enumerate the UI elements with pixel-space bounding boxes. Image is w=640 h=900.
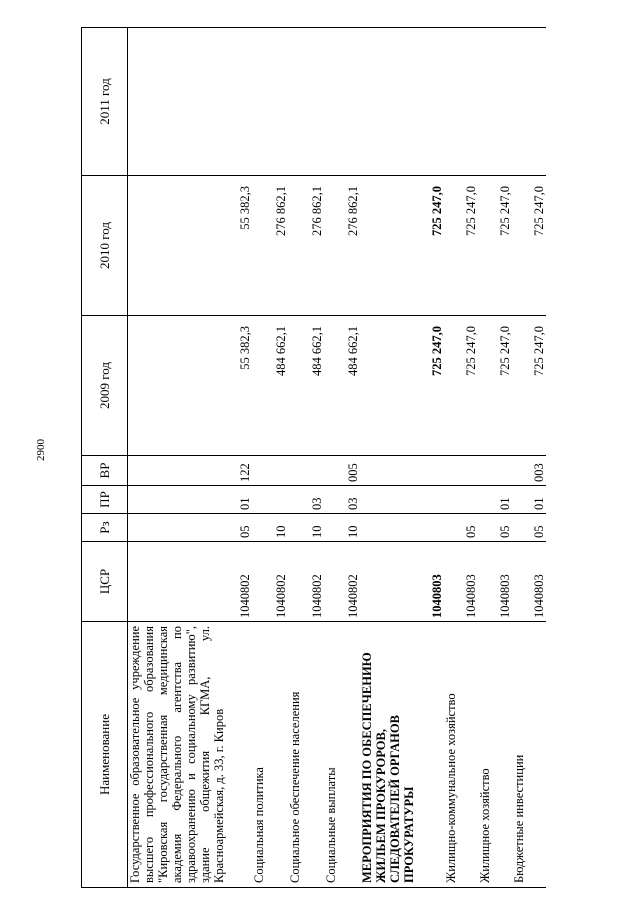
header-2009: 2009 год bbox=[82, 316, 128, 456]
table-row bbox=[360, 28, 444, 888]
cell-2009: 484 662,1 bbox=[252, 316, 288, 456]
table-row bbox=[128, 28, 253, 888]
cell-2010: 725 247,0 bbox=[444, 176, 478, 316]
cell-2011 bbox=[478, 28, 512, 176]
cell-pr bbox=[252, 486, 288, 514]
cell-rz: 05 bbox=[128, 514, 253, 542]
cell-2009: 484 662,1 bbox=[324, 316, 360, 456]
cell-csr: 1040802 bbox=[252, 542, 288, 622]
cell-rz: 10 bbox=[288, 514, 324, 542]
cell-2010: 725 247,0 bbox=[478, 176, 512, 316]
cell-2009: 725 247,0 bbox=[478, 316, 512, 456]
cell-rz: 05 bbox=[512, 514, 546, 542]
page-number: 2900 bbox=[35, 439, 47, 461]
cell-pr bbox=[444, 486, 478, 514]
cell-2011 bbox=[252, 28, 288, 176]
cell-pr: 01 bbox=[478, 486, 512, 514]
cell-csr: 1040802 bbox=[324, 542, 360, 622]
cell-2010: 55 382,3 bbox=[128, 176, 253, 316]
budget-table bbox=[81, 27, 546, 888]
cell-vr: 122 bbox=[128, 456, 253, 486]
cell-2011 bbox=[128, 28, 253, 176]
cell-pr: 03 bbox=[324, 486, 360, 514]
cell-rz: 05 bbox=[444, 514, 478, 542]
cell-2011 bbox=[360, 28, 444, 176]
cell-2011 bbox=[324, 28, 360, 176]
cell-rz: 05 bbox=[478, 514, 512, 542]
cell-rz: 10 bbox=[324, 514, 360, 542]
table-row bbox=[324, 28, 360, 888]
header-rz: Рз bbox=[82, 514, 128, 542]
cell-vr bbox=[360, 456, 444, 486]
header-pr: ПР bbox=[82, 486, 128, 514]
cell-2009: 484 662,1 bbox=[288, 316, 324, 456]
cell-2010: 725 247,0 bbox=[360, 176, 444, 316]
header-name: Наименование bbox=[82, 622, 128, 888]
cell-vr bbox=[252, 456, 288, 486]
cell-csr: 1040803 bbox=[478, 542, 512, 622]
cell-2009: 725 247,0 bbox=[512, 316, 546, 456]
cell-2011 bbox=[288, 28, 324, 176]
cell-name: Бюджетные инвестиции bbox=[512, 622, 546, 888]
table-header-row bbox=[82, 28, 128, 888]
cell-name: Социальное обеспечение населения bbox=[288, 622, 324, 888]
cell-2010: 276 862,1 bbox=[252, 176, 288, 316]
cell-name: Жилищное хозяйство bbox=[478, 622, 512, 888]
table-row bbox=[252, 28, 288, 888]
cell-csr: 1040803 bbox=[512, 542, 546, 622]
cell-csr: 1040803 bbox=[444, 542, 478, 622]
cell-rz bbox=[360, 514, 444, 542]
table-row bbox=[444, 28, 478, 888]
cell-2009: 725 247,0 bbox=[360, 316, 444, 456]
header-csr: ЦСР bbox=[82, 542, 128, 622]
cell-csr: 1040803 bbox=[360, 542, 444, 622]
cell-2010: 276 862,1 bbox=[288, 176, 324, 316]
cell-2010: 276 862,1 bbox=[324, 176, 360, 316]
cell-pr: 01 bbox=[128, 486, 253, 514]
budget-table-container bbox=[81, 28, 546, 888]
cell-vr bbox=[478, 456, 512, 486]
cell-name: Государственное образовательное учреждение высшего профессионального образования "Кировская государственная медицинская академия Федерального агентства по здравоохранению и социальному развитию", здание общежития КГМА, ул. Красноармейская, д. 33, г. Киров bbox=[128, 622, 253, 888]
cell-name: Социальная политика bbox=[252, 622, 288, 888]
cell-name: Жилищно-коммунальное хозяйство bbox=[444, 622, 478, 888]
table-row bbox=[478, 28, 512, 888]
header-2010: 2010 год bbox=[82, 176, 128, 316]
cell-2009: 55 382,3 bbox=[128, 316, 253, 456]
cell-rz: 10 bbox=[252, 514, 288, 542]
cell-vr: 003 bbox=[512, 456, 546, 486]
cell-pr: 03 bbox=[288, 486, 324, 514]
table-row bbox=[512, 28, 546, 888]
cell-vr: 005 bbox=[324, 456, 360, 486]
table-row bbox=[288, 28, 324, 888]
cell-csr: 1040802 bbox=[128, 542, 253, 622]
header-2011: 2011 год bbox=[82, 28, 128, 176]
cell-pr: 01 bbox=[512, 486, 546, 514]
cell-vr bbox=[288, 456, 324, 486]
cell-2011 bbox=[444, 28, 478, 176]
header-vr: ВР bbox=[82, 456, 128, 486]
cell-name: Социальные выплаты bbox=[324, 622, 360, 888]
cell-csr: 1040802 bbox=[288, 542, 324, 622]
cell-2011 bbox=[512, 28, 546, 176]
cell-pr bbox=[360, 486, 444, 514]
cell-2009: 725 247,0 bbox=[444, 316, 478, 456]
cell-name: МЕРОПРИЯТИЯ ПО ОБЕСПЕЧЕНИЮ ЖИЛЬЕМ ПРОКУРОРОВ, СЛЕДОВАТЕЛЕЙ ОРГАНОВ ПРОКУРАТУРЫ bbox=[360, 622, 444, 888]
cell-vr bbox=[444, 456, 478, 486]
cell-2010: 725 247,0 bbox=[512, 176, 546, 316]
